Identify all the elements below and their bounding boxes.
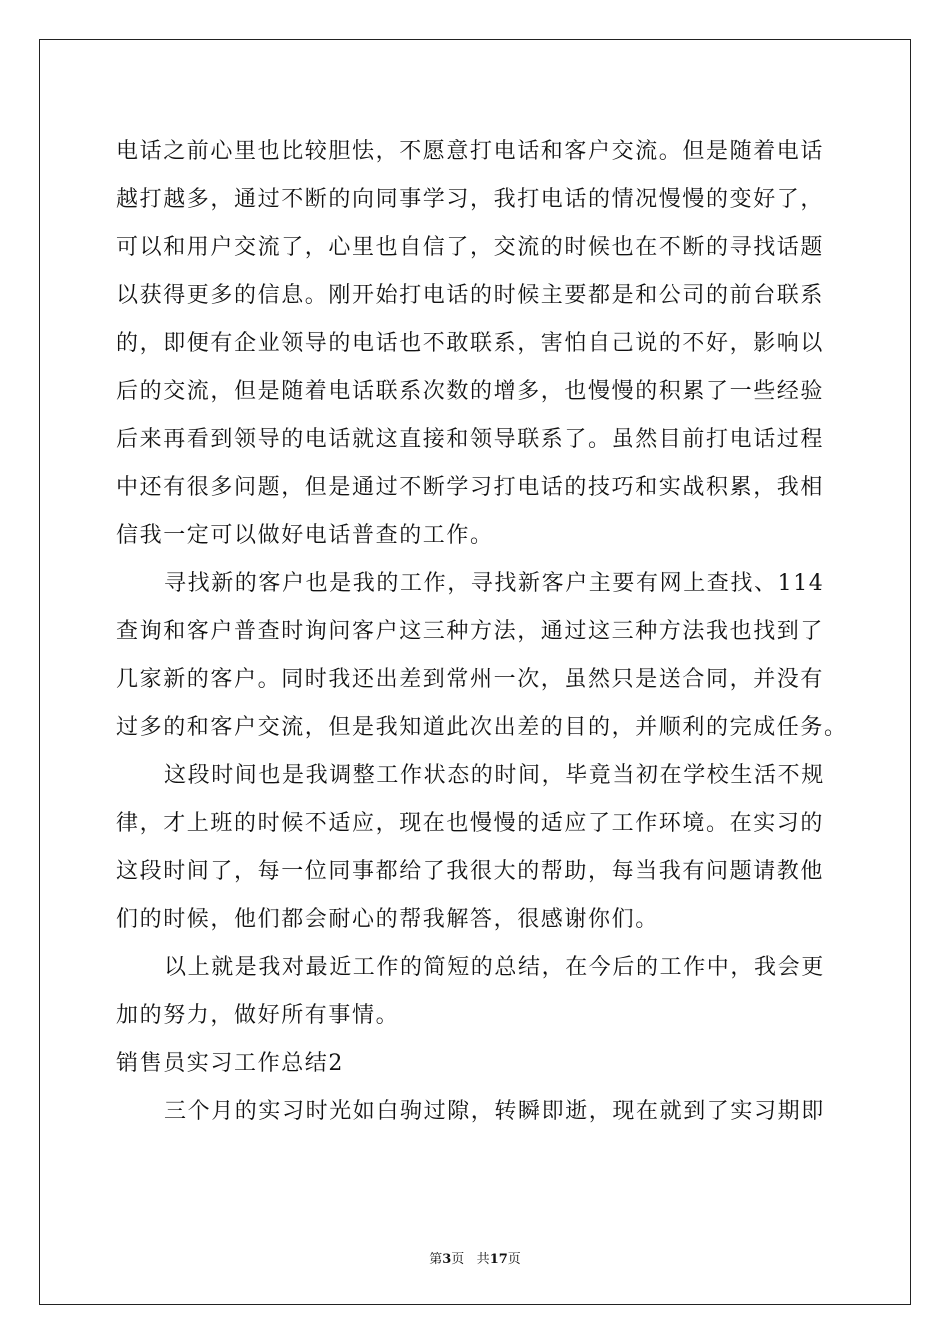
- paragraph-start-line: 三个月的实习时光如白驹过隙，转瞬即逝，现在就到了实习期即: [164, 1099, 825, 1124]
- text-line: 中还有很多问题，但是通过不断学习打电话的技巧和实战积累，我相: [116, 475, 825, 500]
- text-line: 查询和客户普查时询问客户这三种方法，通过这三种方法我也找到了: [116, 619, 825, 644]
- text-line: 过多的和客户交流，但是我知道此次出差的目的，并顺利的完成任务。: [116, 715, 848, 740]
- text-line: 的，即便有企业领导的电话也不敢联系，害怕自己说的不好，影响以: [116, 331, 825, 356]
- paragraph-start-line: 以上就是我对最近工作的简短的总结，在今后的工作中，我会更: [164, 955, 825, 980]
- text-line: 越打越多，通过不断的向同事学习，我打电话的情况慢慢的变好了，: [116, 187, 825, 212]
- text-line: 可以和用户交流了，心里也自信了，交流的时候也在不断的寻找话题: [116, 235, 825, 260]
- text-line: 信我一定可以做好电话普查的工作。: [116, 523, 494, 548]
- text-line: 们的时候，他们都会耐心的帮我解答，很感谢你们。: [116, 907, 659, 932]
- total-suffix: 页: [507, 1252, 521, 1267]
- text-line: 电话之前心里也比较胆怯，不愿意打电话和客户交流。但是随着电话: [116, 139, 825, 164]
- page-prefix: 第: [429, 1252, 443, 1267]
- current-page-number: 3: [442, 1252, 452, 1267]
- text-line: 后来再看到领导的电话就这直接和领导联系了。虽然目前打电话过程: [116, 427, 825, 452]
- paragraph-start-line: 寻找新的客户也是我的工作，寻找新客户主要有网上查找、114: [164, 571, 825, 596]
- text-line: 这段时间了，每一位同事都给了我很大的帮助，每当我有问题请教他: [116, 859, 825, 884]
- page-footer: [0, 1248, 950, 1267]
- paragraph-start-line: 这段时间也是我调整工作状态的时间，毕竟当初在学校生活不规: [164, 763, 825, 788]
- text-line: 律，才上班的时候不适应，现在也慢慢的适应了工作环境。在实习的: [116, 811, 825, 836]
- total-prefix: 共: [476, 1252, 490, 1267]
- text-line: 以获得更多的信息。刚开始打电话的时候主要都是和公司的前台联系: [116, 283, 825, 308]
- section-heading: 销售员实习工作总结2: [116, 1051, 344, 1076]
- page-suffix: 页: [451, 1252, 465, 1267]
- text-line: 后的交流，但是随着电话联系次数的增多，也慢慢的积累了一些经验: [116, 379, 825, 404]
- total-pages-number: 17: [489, 1252, 508, 1267]
- text-line: 加的努力，做好所有事情。: [116, 1003, 400, 1028]
- document-body: [116, 128, 848, 1136]
- text-line: 几家新的客户。同时我还出差到常州一次，虽然只是送合同，并没有: [116, 667, 825, 692]
